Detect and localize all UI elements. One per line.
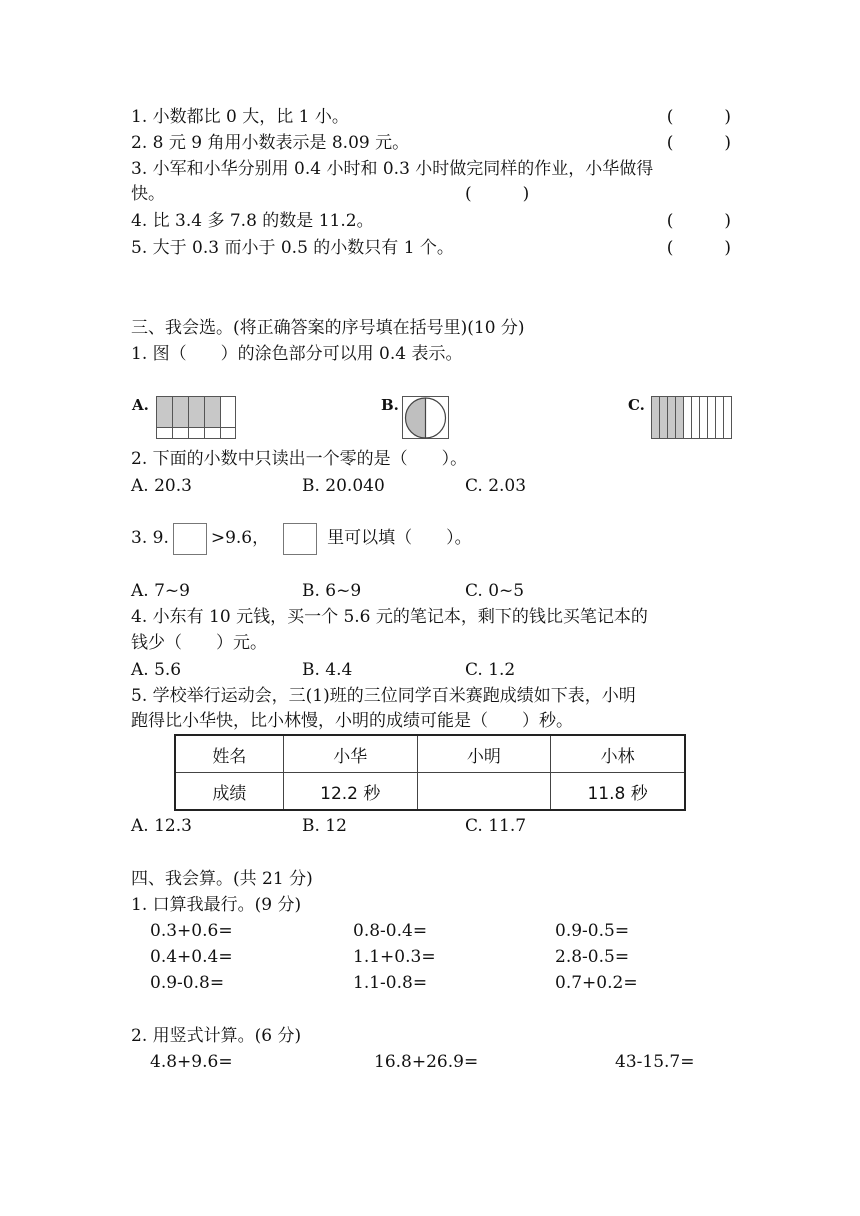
- table-cell: 11.8 秒: [551, 773, 685, 811]
- race-results-table: [174, 734, 686, 811]
- choose-q4-line2: 钱少（ ）元。: [131, 633, 267, 653]
- choose-heading: 三、我会选。(将正确答案的序号填在括号里)(10 分): [131, 318, 525, 338]
- judge-item-3-answer[interactable]: ( ): [465, 184, 530, 204]
- vertical-problem: 16.8+26.9=: [374, 1052, 479, 1072]
- judge-item-4: [131, 210, 731, 232]
- oral-problem: 0.9-0.5=: [555, 921, 630, 941]
- table-cell: 成绩: [175, 773, 283, 811]
- q3-blank-box[interactable]: [173, 523, 207, 555]
- q2-option-a[interactable]: A. 20.3: [131, 476, 192, 496]
- oral-heading: 1. 口算我最行。(9 分): [131, 895, 302, 915]
- judge-item-3-line2: [131, 183, 731, 205]
- choose-q1: 1. 图（ ）的涂色部分可以用 0.4 表示。: [131, 344, 463, 364]
- judge-item-4-answer[interactable]: ( ): [666, 211, 731, 231]
- vertical-heading: 2. 用竖式计算。(6 分): [131, 1026, 302, 1046]
- calc-heading: 四、我会算。(共 21 分): [131, 869, 313, 889]
- judge-item-1-answer[interactable]: ( ): [666, 107, 731, 127]
- table-cell-blank[interactable]: [417, 773, 551, 811]
- choose-q5-line2: 跑得比小华快，比小林慢，小明的成绩可能是（ ）秒。: [131, 711, 573, 731]
- q3-prefix: 3. 9.: [131, 528, 169, 548]
- choose-q4-line1: 4. 小东有 10 元钱，买一个 5.6 元的笔记本，剩下的钱比买笔记本的: [131, 607, 648, 627]
- q4-option-a[interactable]: A. 5.6: [131, 660, 182, 680]
- table-header-cell: 小明: [417, 735, 551, 773]
- q3-option-b[interactable]: B. 6~9: [302, 581, 362, 601]
- table-header-cell: 姓名: [175, 735, 283, 773]
- choose-q5-line1: 5. 学校举行运动会，三(1)班的三位同学百米赛跑成绩如下表，小明: [131, 686, 636, 706]
- judge-item-5: [131, 237, 731, 259]
- q3-box-reference: [283, 523, 317, 555]
- oral-problem: 1.1-0.8=: [353, 973, 428, 993]
- oral-problem: 0.4+0.4=: [150, 947, 233, 967]
- figure-b[interactable]: [402, 396, 450, 440]
- oral-problem: 0.7+0.2=: [555, 973, 638, 993]
- oral-problem: 0.3+0.6=: [150, 921, 233, 941]
- q2-option-b[interactable]: B. 20.040: [302, 476, 385, 496]
- choose-q2: 2. 下面的小数中只读出一个零的是（ ）。: [131, 449, 468, 469]
- oral-problem: 0.9-0.8=: [150, 973, 225, 993]
- q3-suffix: 里可以填（ ）。: [327, 528, 472, 548]
- q2-option-c[interactable]: C. 2.03: [465, 476, 527, 496]
- vertical-problem: 4.8+9.6=: [150, 1052, 233, 1072]
- q5-option-a[interactable]: A. 12.3: [131, 816, 192, 836]
- judge-item-5-text: 5. 大于 0.3 而小于 0.5 的小数只有 1 个。: [131, 238, 454, 258]
- oral-problem: 1.1+0.3=: [353, 947, 436, 967]
- judge-item-5-answer[interactable]: ( ): [666, 238, 731, 258]
- judge-item-1: [131, 106, 731, 128]
- judge-item-3-line1: 3. 小军和小华分别用 0.4 小时和 0.3 小时做完同样的作业，小华做得: [131, 159, 654, 179]
- table-row: [175, 773, 685, 811]
- q5-option-c[interactable]: C. 11.7: [465, 816, 527, 836]
- q3-option-c[interactable]: C. 0~5: [465, 581, 525, 601]
- judge-item-2-text: 2. 8 元 9 角用小数表示是 8.09 元。: [131, 133, 410, 153]
- figure-c[interactable]: [651, 396, 733, 440]
- q4-option-b[interactable]: B. 4.4: [302, 660, 353, 680]
- judge-item-2-answer[interactable]: ( ): [666, 133, 731, 153]
- oral-problem: 0.8-0.4=: [353, 921, 428, 941]
- table-header-cell: 小林: [551, 735, 685, 773]
- table-cell: 12.2 秒: [283, 773, 417, 811]
- figure-b-label: B.: [381, 396, 399, 414]
- figure-c-label: C.: [628, 396, 645, 414]
- figure-a[interactable]: [156, 396, 236, 440]
- choose-q3: [131, 519, 472, 557]
- judge-item-4-text: 4. 比 3.4 多 7.8 的数是 11.2。: [131, 211, 374, 231]
- q4-option-c[interactable]: C. 1.2: [465, 660, 516, 680]
- q3-option-a[interactable]: A. 7~9: [131, 581, 190, 601]
- judge-item-3-text: 快。: [131, 184, 165, 204]
- table-header-row: [175, 735, 685, 773]
- figure-a-label: A.: [132, 396, 149, 414]
- judge-item-1-text: 1. 小数都比 0 大，比 1 小。: [131, 107, 349, 127]
- oral-problem: 2.8-0.5=: [555, 947, 630, 967]
- q5-option-b[interactable]: B. 12: [302, 816, 347, 836]
- q3-middle: >9.6，: [210, 528, 270, 548]
- table-header-cell: 小华: [283, 735, 417, 773]
- vertical-problem: 43-15.7=: [615, 1052, 695, 1072]
- judge-item-2: [131, 132, 731, 154]
